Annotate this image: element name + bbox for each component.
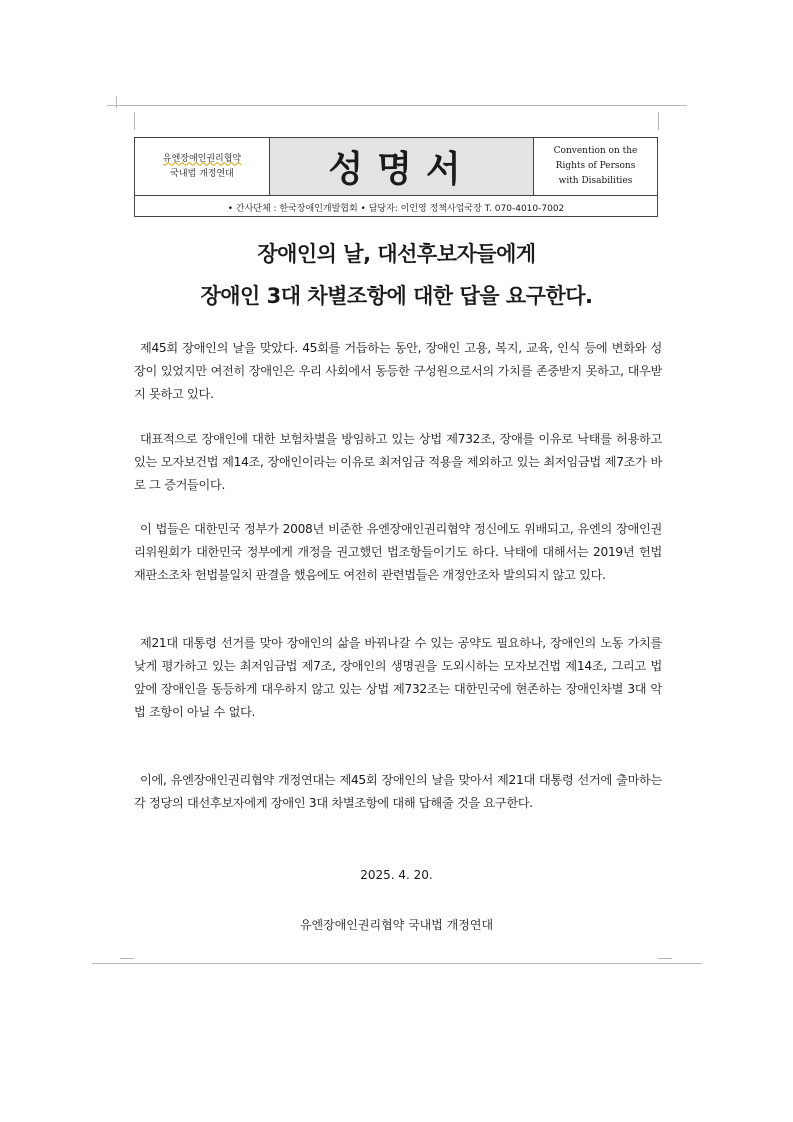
paragraph-5: 이에, 유엔장애인권리협약 개정연대는 제45회 장애인의 날을 맞아서 제21대 대통령 선거에 출마하는 각 정당의 대선후보자에게 장애인 3대 차별조항에 대해 답해줄 것을 요구한다. bbox=[134, 773, 662, 810]
paragraph-2: 대표적으로 장애인에 대한 보험차별을 방임하고 있는 상법 제732조, 장애를 이유로 낙태를 허용하고 있는 모자보건법 제14조, 장애인이라는 이유로 최저임금 적용을 제외하고 있는 최저임금법 제7조가 바로 그 증거들이다. bbox=[134, 432, 662, 492]
statement-header bbox=[134, 137, 658, 217]
organization-subname: 국내법 개정연대 bbox=[170, 168, 234, 179]
signature: 유엔장애인권리협약 국내법 개정연대 bbox=[299, 918, 494, 932]
crop-line-bottom-tick-left bbox=[120, 958, 134, 959]
paragraph-4: 제21대 대통령 선거를 맞아 장애인의 삶을 바꿔나갈 수 있는 공약도 필요하나, 장애인의 노동 가치를 낮게 평가하고 있는 최저임금법 제7조, 장애인의 생명권을 도외시하는 모자보건법 제14조, 그리고 법 앞에 장애인을 동등하게 대우하지 않고 있는 상법 제732조는 대한민국에 현존하는 장애인차별 3대 악법 조항이 아닐 수 없다. bbox=[134, 636, 662, 719]
organization-block bbox=[135, 138, 270, 195]
crop-line-top-tick-left bbox=[116, 96, 117, 108]
convention-line-1: Convention on the bbox=[553, 146, 638, 156]
paragraph-1: 제45회 장애인의 날을 맞았다. 45회를 거듭하는 동안, 장애인 고용, 복지, 교육, 인식 등에 변화와 성장이 있었지만 여전히 장애인은 우리 사회에서 동등한 구성원으로서의 가치를 존중받지 못하고, 대우받지 못하고 있다. bbox=[134, 341, 662, 401]
crop-line-top-tick-mid bbox=[134, 112, 135, 130]
convention-line-2: Rights of Persons bbox=[555, 161, 636, 171]
convention-line-3: with Disabilities bbox=[558, 176, 633, 186]
crop-line-bottom-tick-right bbox=[658, 958, 672, 959]
crop-line-top bbox=[107, 105, 687, 106]
contact-text: • 간사단체 : 한국장애인개발협회 • 담당자: 이인영 정책사업국장 T. 070-4010-7002 bbox=[227, 203, 565, 214]
headline-line-1: 장애인의 날, 대선후보자들에게 bbox=[257, 242, 536, 266]
headline-line-2: 장애인 3대 차별조항에 대한 답을 요구한다. bbox=[200, 284, 593, 308]
contact-info bbox=[135, 196, 657, 218]
document-title: 성명서 bbox=[270, 138, 534, 195]
organization-name: 유엔장애인권리협약 bbox=[162, 153, 242, 164]
crop-line-bottom bbox=[92, 963, 702, 964]
statement-date: 2025. 4. 20. bbox=[360, 868, 433, 882]
crop-line-top-tick-right bbox=[658, 112, 659, 130]
convention-block bbox=[534, 138, 657, 195]
paragraph-3: 이 법들은 대한민국 정부가 2008년 비준한 유엔장애인권리협약 정신에도 위배되고, 유엔의 장애인권리위원회가 대한민국 정부에게 개정을 권고했던 법조항들이기도 하다. 낙태에 대해서는 2019년 헌법재판소조차 헌법불일치 판결을 했음에도 여전히 관련법들은 개정안조차 발의되지 않고 있다. bbox=[134, 522, 662, 582]
